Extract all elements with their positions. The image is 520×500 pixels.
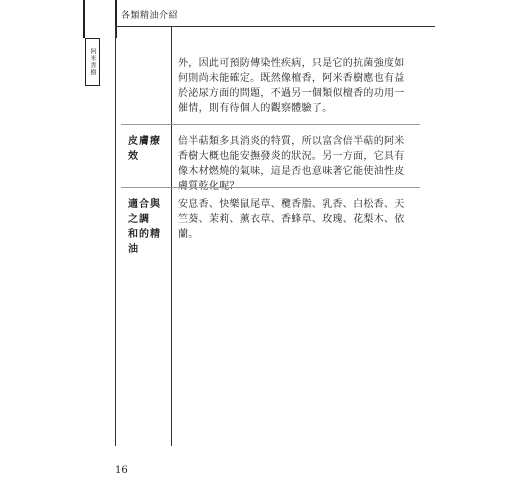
intro-paragraph: 外，因此可預防傳染性疾病，只是它的抗菌強度如何則尚未能確定。既然像檀香，阿米香樹應也有益於泌尿方面的問題，不過另一個類似檀香的功用一催情，則有待個人的觀察體驗了。: [178, 58, 405, 114]
section-label-blends-line1: 適合與之調: [128, 199, 161, 225]
section-divider: [121, 187, 420, 188]
section-text-skin: 倍半萜類多具消炎的特質，所以富含倍半萜的阿米香樹大概也能安撫發炎的狀況。另一方面，它具有像木材燃燒的氣味，這是否也意味著它能使油性皮: [178, 136, 405, 177]
header-bar-left: [83, 0, 85, 38]
page-number: 16: [115, 465, 128, 476]
section-divider: [121, 124, 420, 125]
section-label-blends-line2: 和的精油: [128, 229, 161, 255]
side-tab: [85, 38, 100, 86]
header-rule: [115, 26, 435, 27]
running-header-title: 各類精油介紹: [121, 11, 179, 21]
section-label-skin: 皮膚療效: [128, 136, 161, 162]
side-tab-label: 阿米香樹: [89, 48, 96, 76]
frame-column-rule: [171, 26, 172, 446]
section-text-blends: 安息香、快樂鼠尾草、欖香脂、乳香、白松香、天竺葵、茉莉、薰衣草、香蜂草、玫瑰、花梨木、依蘭。: [178, 199, 405, 240]
frame-left-rule: [115, 26, 116, 446]
section-label-blends: [128, 197, 170, 257]
